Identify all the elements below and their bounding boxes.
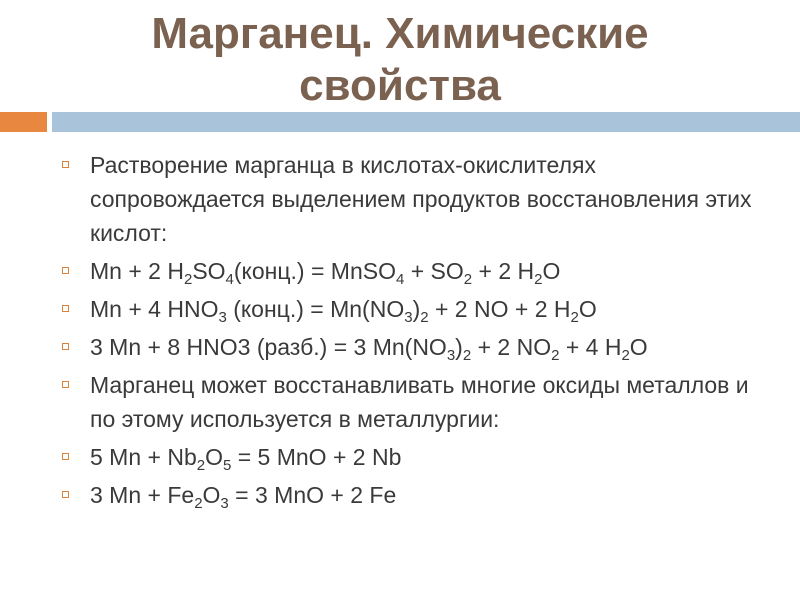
bullet-text	[90, 372, 749, 432]
square-bullet-icon	[62, 381, 69, 388]
text-run: O	[629, 334, 648, 360]
bullet-text	[90, 152, 751, 246]
subscript: 2	[621, 347, 630, 364]
subscript: 2	[551, 347, 560, 364]
text-run: (конц.) = MnSO	[233, 258, 396, 284]
bullet-item	[0, 330, 800, 364]
bullet-item	[0, 148, 800, 250]
slide-title-line-2: свойства	[299, 61, 501, 110]
slide-content	[0, 148, 800, 600]
subscript: 3	[218, 309, 227, 326]
subscript: 2	[462, 347, 472, 364]
bullet-text	[90, 296, 597, 326]
bullet-item	[0, 478, 800, 512]
text-run: + 4 H	[559, 334, 622, 360]
text-run: + 2 NO	[471, 334, 552, 360]
square-bullet-icon	[62, 343, 69, 350]
text-run: Растворение марганца в кислотах-окислителях сопровождается выделением продуктов восстановления этих кислот:	[90, 152, 752, 246]
square-bullet-icon	[62, 453, 69, 460]
text-run: O	[578, 296, 597, 322]
text-run: Mn + 4 HNO	[90, 296, 219, 322]
bullet-text	[90, 444, 402, 474]
text-run: SO	[192, 258, 226, 284]
bullet-text	[90, 334, 648, 364]
text-run: (конц.) = Mn(NO	[226, 296, 405, 322]
subscript: 2	[463, 271, 473, 288]
text-run: )	[455, 334, 463, 360]
square-bullet-icon	[62, 491, 69, 498]
slide-title-line-1: Марганец. Химические	[151, 9, 649, 58]
text-run: Mn + 2 H	[90, 258, 184, 284]
text-run: Марганец может восстанавливать многие оксиды металлов и по этому используется в металлургии:	[90, 372, 749, 432]
square-bullet-icon	[62, 305, 69, 312]
subscript: 3	[404, 309, 413, 326]
text-run: O	[542, 258, 561, 284]
subscript: 5	[222, 457, 232, 474]
text-run: + 2 NO + 2 H	[428, 296, 571, 322]
text-run: 5 Mn + Nb	[90, 444, 197, 470]
bullet-text	[90, 258, 561, 288]
square-bullet-icon	[62, 267, 69, 274]
subscript: 3	[220, 495, 229, 512]
text-run: + 2 H	[472, 258, 535, 284]
text-run: = 5 MnO + 2 Nb	[231, 444, 402, 470]
text-run: = 3 MnO + 2 Fe	[228, 482, 397, 508]
square-bullet-icon	[62, 161, 69, 168]
text-run: 3 Mn + 8 HNO3 (разб.) = 3 Mn(NO	[90, 334, 447, 360]
accent-bar-orange	[0, 112, 47, 132]
subscript: 2	[196, 457, 206, 474]
subscript: 4	[225, 271, 234, 288]
text-run: O	[205, 444, 223, 470]
bullet-text	[90, 482, 397, 512]
subscript: 2	[183, 271, 193, 288]
bullet-item	[0, 368, 800, 436]
text-run: )	[412, 296, 421, 322]
bullet-item	[0, 254, 800, 288]
subscript: 2	[570, 309, 579, 326]
subscript: 4	[395, 271, 405, 288]
slide-title	[0, 8, 800, 112]
subscript: 3	[446, 347, 456, 364]
bullet-item	[0, 292, 800, 326]
accent-bar-blue	[52, 112, 800, 132]
text-run: O	[202, 482, 221, 508]
subscript: 2	[534, 271, 543, 288]
bullet-item	[0, 440, 800, 474]
subscript: 2	[194, 495, 203, 512]
subscript: 2	[420, 309, 429, 326]
text-run: + SO	[404, 258, 464, 284]
text-run: 3 Mn + Fe	[90, 482, 195, 508]
